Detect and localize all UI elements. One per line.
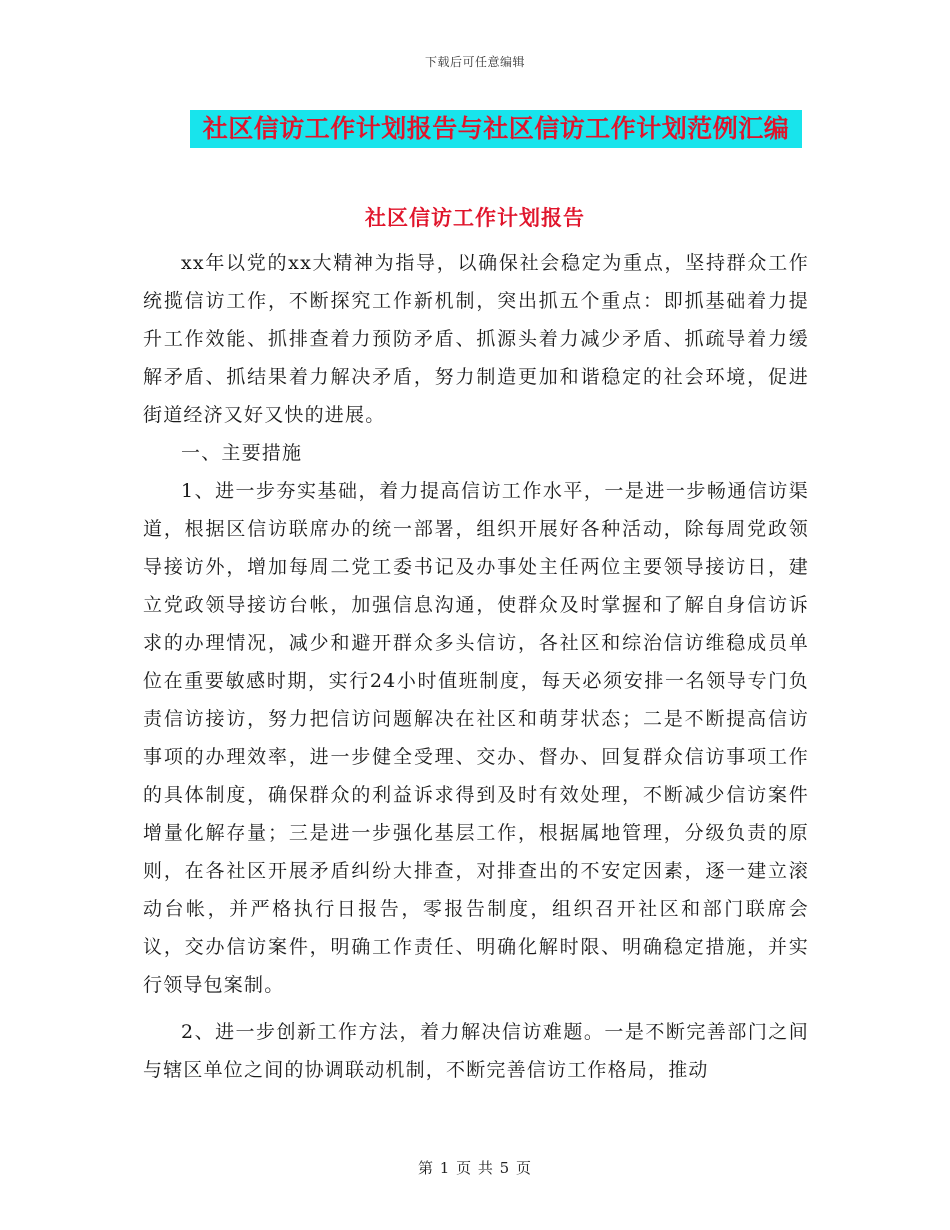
- main-title-highlight: [190, 110, 802, 148]
- main-title: 社区信访工作计划报告与社区信访工作计划范例汇编: [202, 114, 790, 143]
- page-number: 第 1 页 共 5 页: [418, 1159, 532, 1177]
- document-body: [143, 244, 809, 1089]
- section-title: 社区信访工作计划报告: [365, 205, 585, 230]
- paragraph-measure-1: 1、进一步夯实基础，着力提高信访工作水平，一是进一步畅通信访渠道，根据区信访联席办的统一部署，组织开展好各种活动，除每周党政领导接访外，增加每周二党工委书记及办事处主任两位主要领导接访日，建立党政领导接访台帐，加强信息沟通，使群众及时掌握和了解自身信访诉求的办理情况，减少和避开群众多头信访，各社区和综治信访维稳成员单位在重要敏感时期，实行24小时值班制度，每天必须安排一名领导专门负责信访接访，努力把信访问题解决在社区和萌芽状态；二是不断提高信访事项的办理效率，进一步健全受理、交办、督办、回复群众信访事项工作的具体制度，确保群众的利益诉求得到及时有效处理，不断减少信访案件增量化解存量；三是进一步强化基层工作，根据属地管理，分级负责的原则，在各社区开展矛盾纠纷大排查，对排查出的不安定因素，逐一建立滚动台帐，并严格执行日报告，零报告制度，组织召开社区和部门联席会议，交办信访案件，明确工作责任、明确化解时限、明确稳定措施，并实行领导包案制。: [143, 480, 809, 996]
- paragraph-intro: xx年以党的xx大精神为指导，以确保社会稳定为重点，坚持群众工作统揽信访工作，不断探究工作新机制，突出抓五个重点：即抓基础着力提升工作效能、抓排查着力预防矛盾、抓源头着力减少矛盾、抓疏导着力缓解矛盾、抓结果着力解决矛盾，努力制造更加和谐稳定的社会环境，促进街道经济又好又快的进展。: [143, 252, 809, 426]
- page-header-note: 下载后可任意编辑: [424, 55, 525, 69]
- paragraph-measure-2: 2、进一步创新工作方法，着力解决信访难题。一是不断完善部门之间与辖区单位之间的协调联动机制，不断完善信访工作格局，推动: [143, 1021, 809, 1081]
- heading-main-measures: 一、主要措施: [181, 442, 303, 464]
